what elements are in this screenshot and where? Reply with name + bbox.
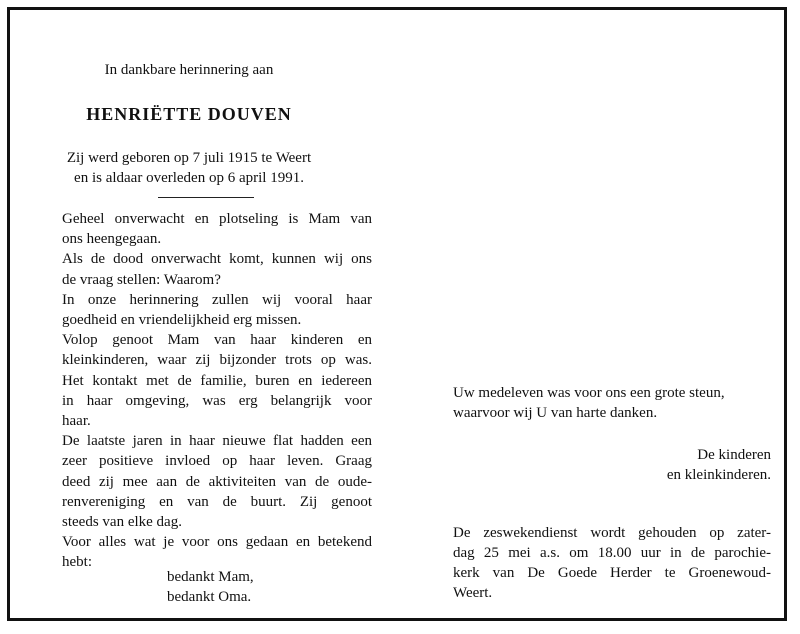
service-line: kerk van De Goede Herder te Groenewoud- — [453, 565, 771, 581]
body-line: haar. — [62, 413, 91, 430]
body-line: In onze herinnering zullen wij vooral haar — [62, 291, 372, 308]
signature-text — [667, 445, 771, 485]
signature-line: De kinderen — [697, 447, 771, 463]
memorial-card — [7, 7, 787, 621]
service-line: Weert. — [453, 585, 493, 601]
intro-text: In dankbare herinnering aan — [104, 62, 274, 78]
birth-line: Zij werd geboren op 7 juli 1915 te Weert — [66, 150, 312, 166]
body-line: Het kontakt met de familie, buren en iedereen — [62, 372, 372, 389]
body-line: renvereniging en van de buurt. Zij genoot — [62, 493, 372, 510]
service-line: dag 25 mei a.s. om 18.00 uur in de parochie- — [453, 545, 771, 561]
body-line: zeer positieve invloed op haar leven. Graag — [62, 453, 372, 470]
body-line: Volop genoot Mam van haar kinderen en — [62, 332, 372, 349]
body-line: Voor alles wat je voor ons gedaan en betekend — [62, 534, 372, 551]
signature-line: en kleinkinderen. — [666, 467, 771, 483]
service-line: De zeswekendienst wordt gehouden op zater- — [453, 525, 771, 541]
support-line: Uw medeleven was voor ons een grote steun, — [453, 385, 725, 401]
body-line: deed zij mee aan de aktiviteiten van de oude- — [62, 473, 372, 490]
divider-line — [158, 197, 254, 198]
right-column — [453, 383, 771, 601]
deceased-name: HENRIËTTE DOUVEN — [86, 104, 292, 124]
body-line: hebt: — [62, 554, 92, 571]
body-line: de vraag stellen: Waarom? — [62, 271, 221, 288]
body-line: kleinkinderen, waar zij bijzonder trots op was. — [62, 352, 372, 369]
body-line: Als de dood onverwacht komt, kunnen wij ons — [62, 251, 372, 268]
service-announcement — [453, 523, 771, 603]
death-line: en is aldaar overleden op 6 april 1991. — [74, 170, 304, 186]
body-line: goedheid en vriendelijkheid erg missen. — [62, 312, 302, 329]
body-line: ons heengegaan. — [62, 231, 162, 248]
body-line: Geheel onverwacht en plotseling is Mam van — [62, 211, 372, 227]
thanks-line-mam: bedankt Mam, — [167, 569, 254, 585]
body-text — [62, 209, 372, 573]
support-text — [453, 383, 771, 423]
body-line: De laatste jaren in haar nieuwe flat hadden een — [62, 433, 372, 450]
thanks-line-oma: bedankt Oma. — [167, 589, 252, 605]
body-line: steeds van elke dag. — [62, 514, 182, 531]
thanks-text — [167, 567, 254, 607]
body-line: in haar omgeving, was erg belangrijk voor — [62, 392, 372, 409]
birth-death-text — [62, 148, 316, 188]
support-line: waarvoor wij U van harte danken. — [453, 405, 658, 421]
